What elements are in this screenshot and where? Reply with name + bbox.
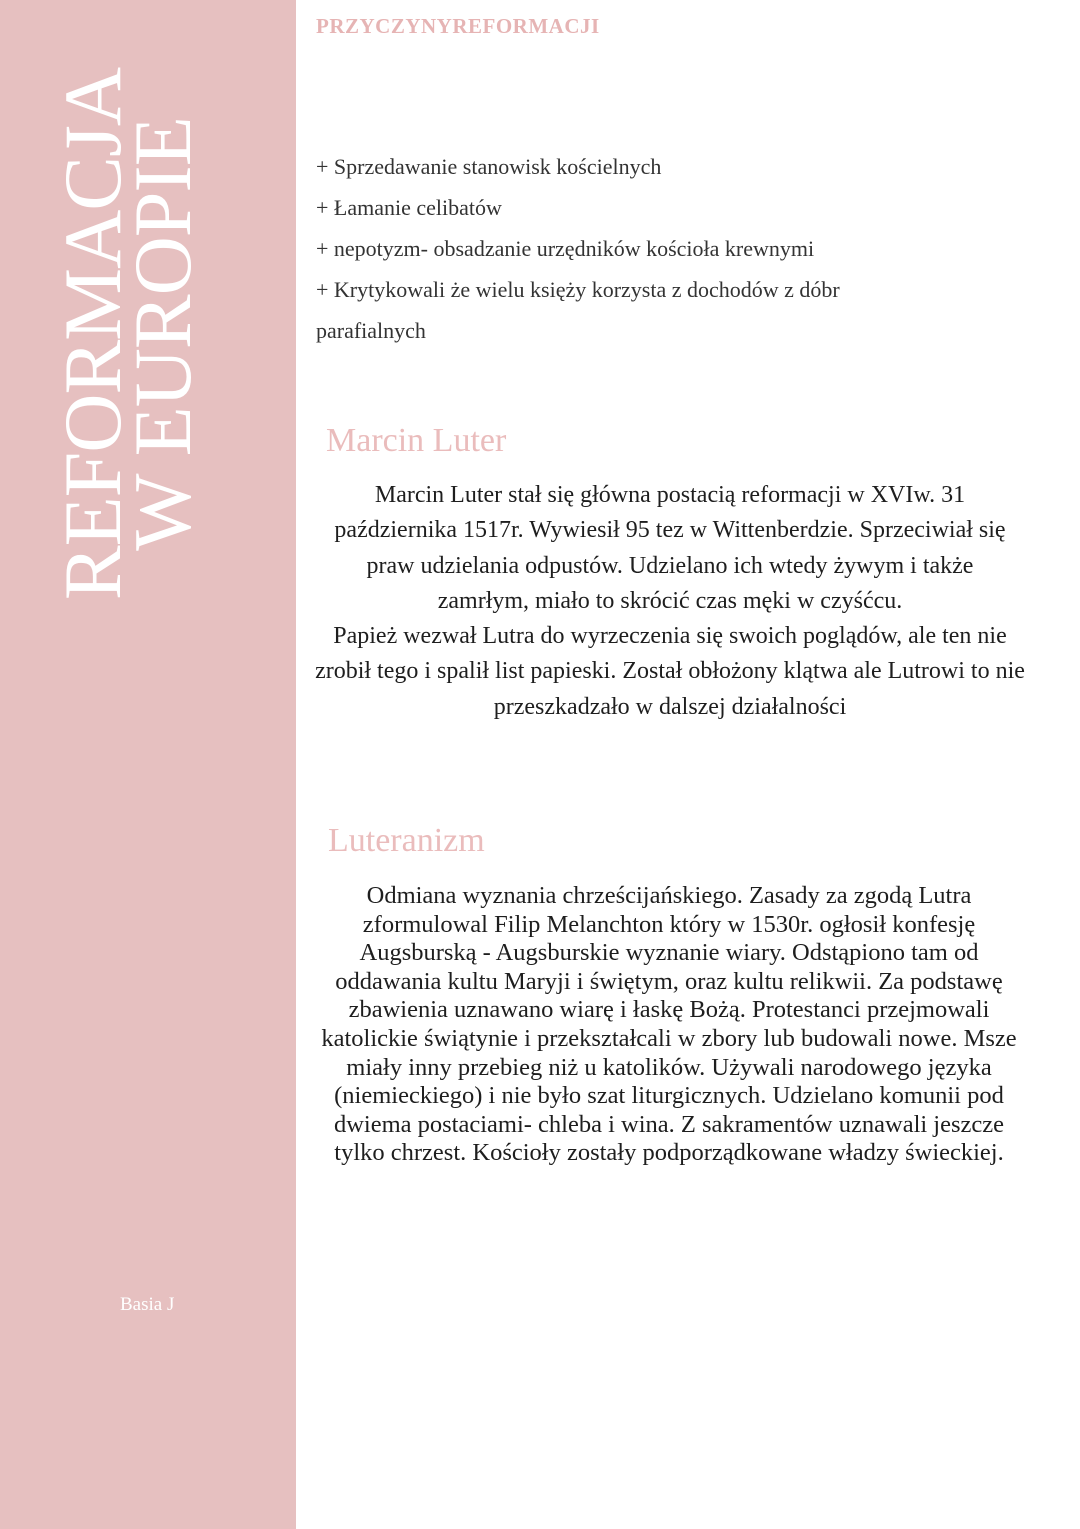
- cause-item: + nepotyzm- obsadzanie urzędników kościoła krewnymi: [316, 236, 815, 261]
- luter-paragraph-1: Marcin Luter stał się główna postacią reformacji w XVIw. 31 października 1517r. Wywiesił 95 tez w Wittenberdzie. Sprzeciwiał się praw udzielania odpustów. Udzielano ich wtedy żywym i także zamrłym, miało to skrócić czas męki w czyśćcu.: [334, 482, 1006, 614]
- cause-item: + Sprzedawanie stanowisk kościelnych: [316, 154, 662, 179]
- document-title: [47, 54, 238, 614]
- cause-item: + Łamanie celibatów: [316, 195, 502, 220]
- section-title-luter: Marcin Luter: [326, 422, 507, 459]
- luter-body: [312, 478, 1028, 725]
- section-heading-causes: PRZYCZYNYREFORMACJI: [316, 14, 600, 38]
- luteranizm-body: Odmiana wyznania chrześcijańskiego. Zasady za zgodą Lutra zformulowal Filip Melanchton który w 1530r. ogłosił konfesję Augsburską - Augsburskie wyznanie wiary. Odstąpiono tam od oddawania kultu Maryji i świętym, oraz kultu relikwii. Za podstawę zbawienia uznawano wiarę i łaskę Bożą. Protestanci przejmowali katolickie świątynie i przekształcali w zbory lub budowali nowe. Msze miały inny przebieg niż u katolików. Używali narodowego języka (niemieckiego) i nie było szat liturgicznych. Udzielano komunii pod dwiema postaciami- chleba i wina. Z sakramentów uznawali jeszcze tylko chrzest. Kościoły zostały podporządkowane władzy świeckiej.: [321, 882, 1017, 1167]
- cause-item: + Krytykowali że wielu księży korzysta z dochodów z dóbr parafialnych: [316, 277, 840, 343]
- author-name: Basia J: [120, 1294, 175, 1315]
- section-title-luteranizm: Luteranizm: [328, 822, 485, 859]
- luter-paragraph-2: Papież wezwał Lutra do wyrzeczenia się swoich poglądów, ale ten nie zrobił tego i spalił list papieski. Został obłożony klątwa ale Lutrowi to nie przeszkadzało w dalszej działalności: [315, 623, 1025, 720]
- causes-list: [316, 146, 1016, 351]
- title-line-1: REFORMACJA: [47, 67, 138, 601]
- sidebar: [0, 0, 296, 1529]
- title-line-2: W EUROPIE: [117, 117, 208, 551]
